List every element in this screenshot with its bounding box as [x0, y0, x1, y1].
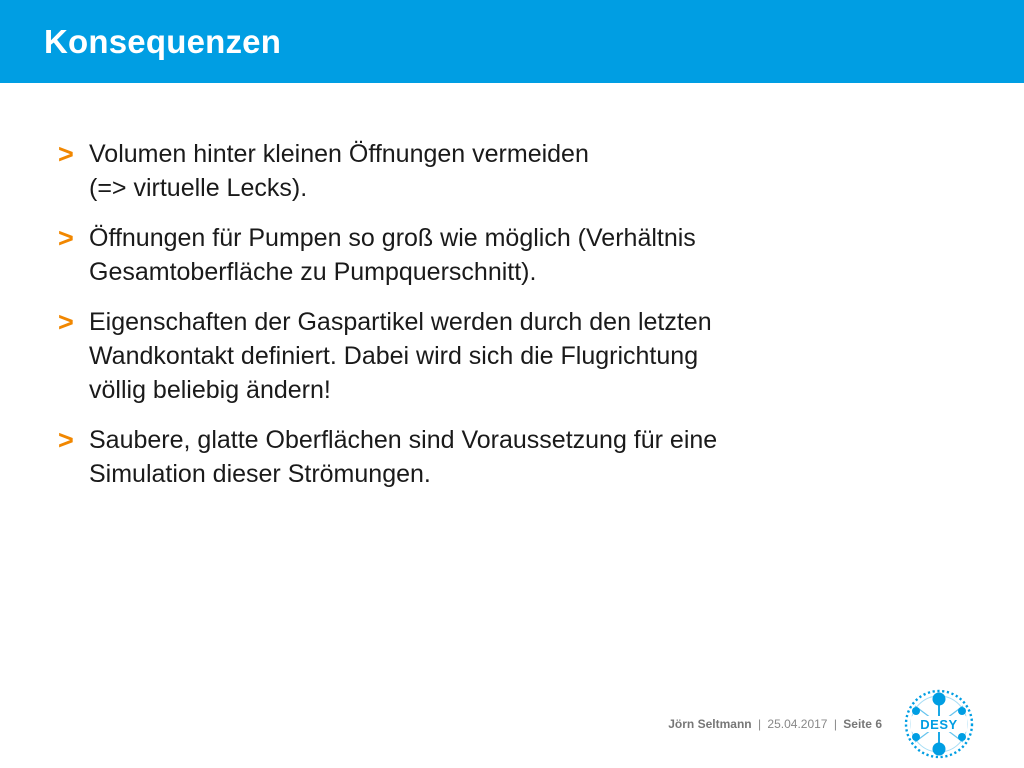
- bullet-marker: >: [58, 139, 74, 169]
- bullet-text: [89, 305, 848, 407]
- logo-text: DESY: [920, 717, 958, 732]
- title-bar: [0, 0, 1024, 83]
- bullet-item: [58, 305, 848, 407]
- footer-page-number: Seite 6: [843, 717, 882, 731]
- slide-title: Konsequenzen: [44, 23, 282, 60]
- bullet-line: Saubere, glatte Oberflächen sind Voraussetzung für eine: [89, 426, 718, 454]
- footer-date: 25.04.2017: [767, 717, 828, 731]
- slide-footer: [668, 717, 882, 731]
- footer-author: Jörn Seltmann: [668, 717, 752, 731]
- bullet-line: Volumen hinter kleinen Öffnungen vermeiden: [89, 140, 589, 168]
- footer-separator: |: [833, 717, 837, 731]
- bullet-marker: >: [58, 307, 74, 337]
- bullet-item: [58, 137, 848, 205]
- bullet-marker: >: [58, 425, 74, 455]
- desy-logo-icon: [903, 688, 975, 760]
- bullet-item: [58, 221, 848, 289]
- bullet-line: Öffnungen für Pumpen so groß wie möglich (Verhältnis: [89, 224, 696, 252]
- bullet-text: [89, 137, 848, 205]
- bullet-text: [89, 423, 848, 491]
- bullet-item: [58, 423, 848, 491]
- bullet-marker: >: [58, 223, 74, 253]
- bullet-line: Simulation dieser Strömungen.: [89, 460, 431, 488]
- bullet-line: (=> virtuelle Lecks).: [89, 174, 308, 202]
- bullet-line: Eigenschaften der Gaspartikel werden durch den letzten: [89, 308, 712, 336]
- bullet-line: Gesamtoberfläche zu Pumpquerschnitt).: [89, 258, 537, 286]
- bullet-line: Wandkontakt definiert. Dabei wird sich die Flugrichtung: [89, 342, 699, 370]
- bullet-line: völlig beliebig ändern!: [89, 376, 331, 404]
- footer-separator: |: [757, 717, 762, 731]
- bullet-list: [58, 137, 848, 507]
- bullet-text: [89, 221, 848, 289]
